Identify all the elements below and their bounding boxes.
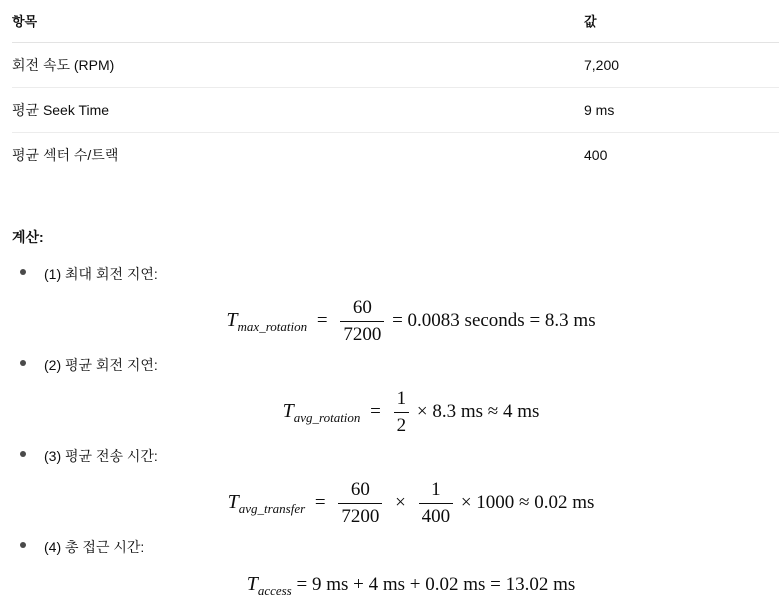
fraction-numerator: 1 [419, 479, 454, 504]
fraction-numerator: 60 [340, 297, 384, 322]
fraction-denominator: 7200 [343, 324, 382, 345]
bullet-icon [20, 269, 26, 275]
eq-subscript: avg_transfer [238, 500, 306, 516]
eq-result: = 9 ms + 4 ms + 0.02 ms = 13.02 ms [296, 574, 576, 595]
eq-symbol: T [282, 399, 294, 422]
step-1-label: (1) 최대 회전 지연: [44, 266, 158, 282]
eq-subscript: avg_rotation [293, 409, 361, 425]
equation-avg-transfer: $T_{avg\_transfer}$ = $\frac{60}{7200}$ × $\frac{1}{400}$ × 1000 ≈ 0.02 ms [227, 479, 595, 527]
bullet-icon [20, 451, 26, 457]
spec-table [12, 0, 779, 177]
bullet-icon [20, 360, 26, 366]
fraction [340, 297, 384, 346]
equation-max-rotation: $T_{max\_rotation}$ = $\frac{60}{7200}$ = 0.0083 seconds = 8.3 ms [226, 297, 596, 345]
fraction [394, 388, 410, 437]
table-header-row [12, 0, 779, 42]
eq-result: × 1000 ≈ 0.02 ms [460, 491, 595, 513]
table-cell-value: 9 ms [584, 87, 779, 132]
table-row [12, 87, 779, 132]
step-3-label: (3) 평균 전송 시간: [44, 448, 158, 464]
column-header-value: 값 [584, 0, 779, 42]
eq-subscript: access [257, 583, 292, 598]
step-2-label: (2) 평균 회전 지연: [44, 357, 158, 373]
equation-avg-rotation: $T_{avg\_rotation}$ = $\frac{1}{2}$ × 8.3 ms ≈ 4 ms [282, 388, 540, 436]
eq-symbol: T [227, 490, 239, 513]
eq-result: × 8.3 ms ≈ 4 ms [416, 400, 540, 422]
fraction-numerator: 1 [394, 388, 410, 413]
bullet-icon [20, 542, 26, 548]
fraction [419, 479, 454, 528]
eq-symbol: T [226, 308, 238, 331]
table-cell-value: 7,200 [584, 42, 779, 87]
eq-result: = 0.0083 seconds = 8.3 ms [392, 309, 596, 331]
eq-subscript: max_rotation [237, 318, 308, 334]
fraction-denominator: 2 [396, 415, 407, 436]
eq-symbol: T [246, 573, 258, 595]
fraction-denominator: 7200 [341, 506, 380, 527]
table-cell-item: 평균 섹터 수/트랙 [12, 146, 119, 163]
table-cell-value: 400 [584, 146, 608, 163]
table-row [12, 42, 779, 87]
fraction-denominator: 400 [421, 506, 451, 527]
eq-operator: × [395, 491, 406, 513]
column-header-item: 항목 [12, 0, 584, 42]
table-row [12, 132, 779, 177]
calc-heading: 계산: [12, 229, 44, 245]
step-4-label: (4) 총 접근 시간: [44, 539, 145, 555]
fraction-numerator: 60 [338, 479, 382, 504]
equation-access [0, 573, 781, 599]
table-cell-item: 평균 Seek Time [12, 87, 584, 132]
fraction [338, 479, 382, 528]
table-cell-item: 회전 속도 (RPM) [12, 42, 584, 87]
